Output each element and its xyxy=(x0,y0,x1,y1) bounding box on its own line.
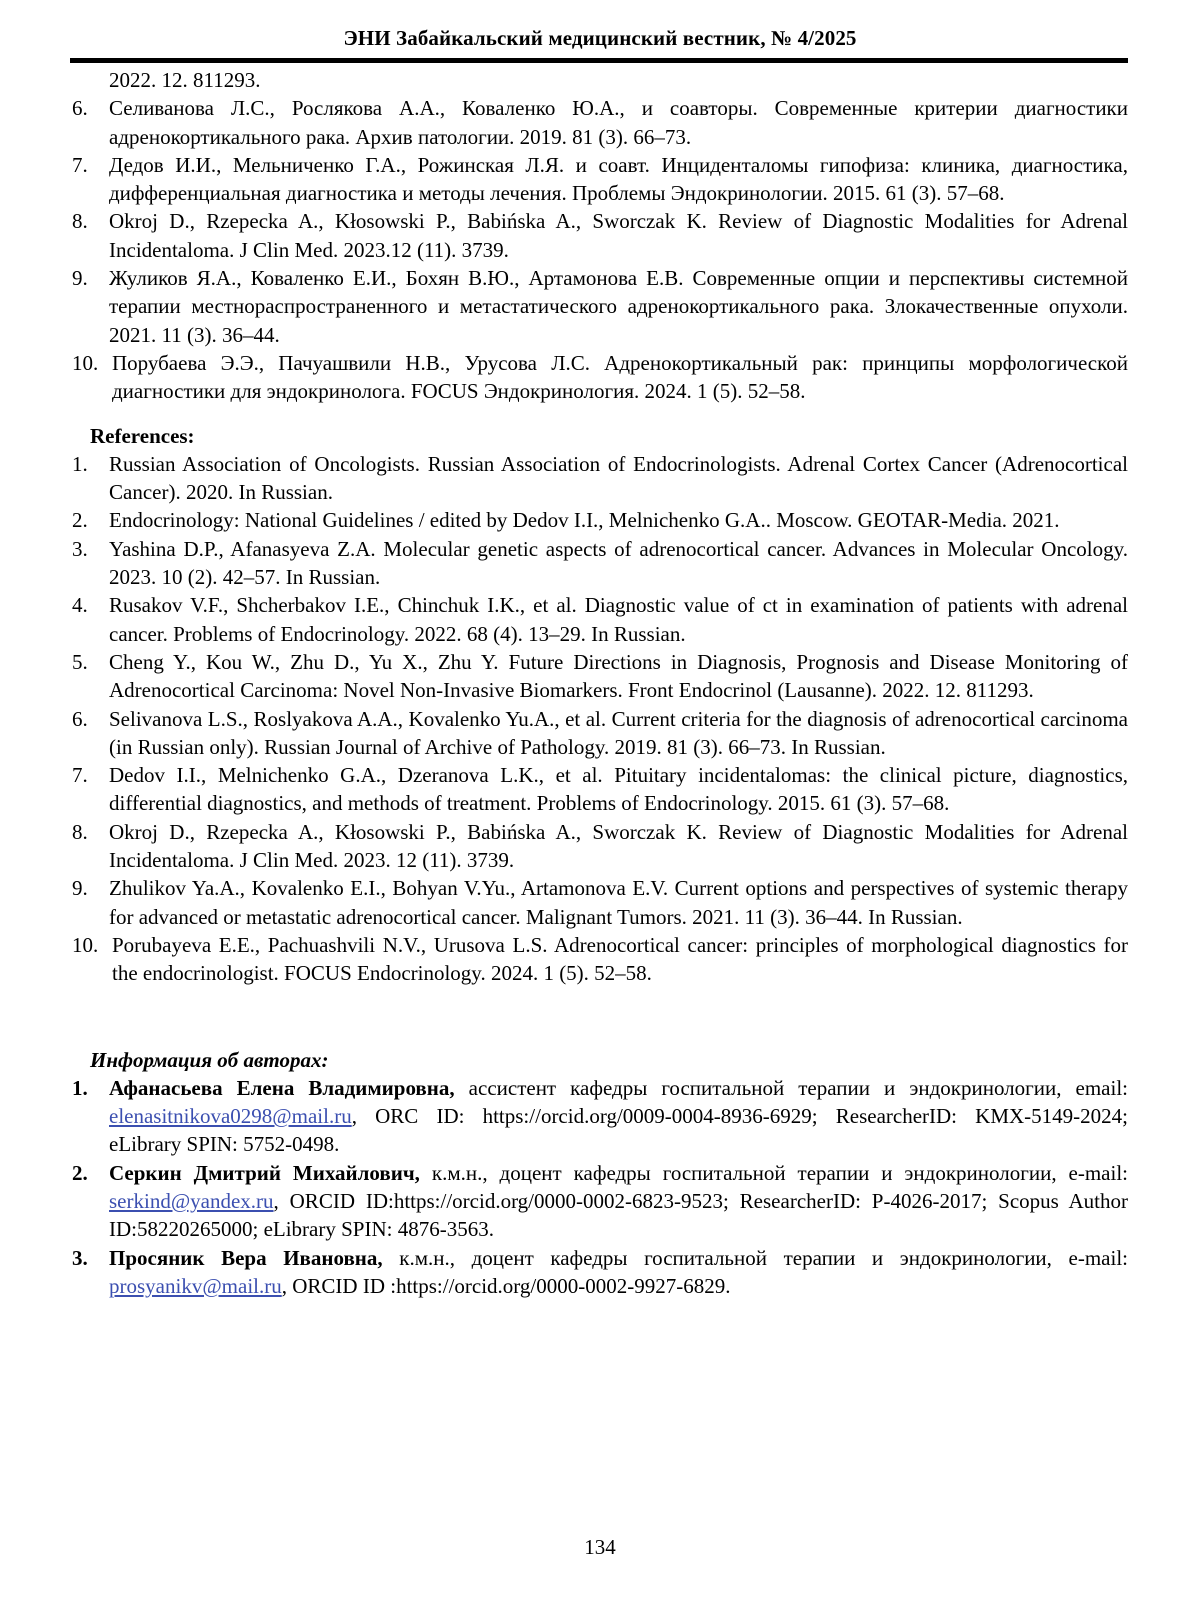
reference-item xyxy=(72,591,1128,648)
author-details: к.м.н., доцент кафедры госпитальной терапии и эндокринологии, e-mail: xyxy=(419,1160,1128,1185)
reference-number: 10. xyxy=(72,932,99,957)
reference-text: Селиванова Л.С., Рослякова А.А., Коваленко Ю.А., и соавторы. Современные критерии диагностики адренокортикального рака. Архив патологии. 2019. 81 (3). 66–73. xyxy=(109,96,1128,149)
reference-number: 2. xyxy=(72,508,88,533)
reference-text: Okroj D., Rzepecka A., Kłosowski P., Babińska A., Sworczak K. Review of Diagnostic Modalities for Adrenal Incidentaloma. J Clin Med. 2023. 12 (11). 3739. xyxy=(109,819,1128,873)
russian-reference-item xyxy=(72,94,1128,151)
author-item xyxy=(72,1244,1128,1301)
reference-item xyxy=(72,705,1128,762)
reference-number: 10. xyxy=(72,350,99,375)
author-name: Серкин Дмитрий Михайлович, xyxy=(109,1160,420,1185)
header-rule xyxy=(70,58,1128,63)
reference-text: Zhulikov Ya.A., Kovalenko E.I., Bohyan V.Yu., Artamonova E.V. Current options and perspectives of systemic therapy for advanced or metastatic adrenocortical cancer. Malignant Tumors. 2021. 11 (3). 36–44. In Russian. xyxy=(109,876,1128,929)
author-details: к.м.н., доцент кафедры госпитальной терапии и эндокринологии, e-mail: xyxy=(382,1245,1128,1270)
reference-number: 9. xyxy=(72,266,88,291)
russian-reference-item xyxy=(72,264,1128,349)
reference-text: Порубаева Э.Э., Пачуашвили Н.В., Урусова Л.С. Адренокортикальный рак: принципы морфологической диагностики для эндокринолога. FOCUS Эндокринология. 2024. 1 (5). 52–58. xyxy=(112,350,1128,404)
reference-text: Rusakov V.F., Shcherbakov I.E., Chinchuk I.K., et al. Diagnostic value of ct in examination of patients with adrenal cancer. Problems of Endocrinology. 2022. 68 (4). 13–29. In Russian. xyxy=(109,593,1128,646)
reference-item xyxy=(72,506,1128,534)
russian-reference-list xyxy=(72,94,1128,405)
reference-item xyxy=(72,535,1128,592)
reference-number: 1. xyxy=(72,451,88,476)
reference-item xyxy=(72,450,1128,507)
author-email-link[interactable]: prosyanikv@mail.ru xyxy=(109,1273,282,1298)
references-heading: References: xyxy=(90,423,195,448)
reference-text: Porubayeva E.E., Pachuashvili N.V., Urusova L.S. Adrenocortical cancer: principles of morphological diagnostics for the endocrinologist. FOCUS Endocrinology. 2024. 1 (5). 52–58. xyxy=(112,932,1128,986)
author-identifiers: , ORC ID: https://orcid.org/0009-0004-8936-6929; ResearcherID: KMX-5149-2024; eLibrary SPIN: 5752-0498. xyxy=(109,1104,1128,1157)
author-name: Просяник Вера Ивановна, xyxy=(109,1245,383,1270)
reference-number: 9. xyxy=(72,876,88,901)
reference-text: Yashina D.P., Afanasyeva Z.A. Molecular genetic aspects of adrenocortical cancer. Advances in Molecular Oncology. 2023. 10 (2). 42–57. In Russian. xyxy=(109,536,1128,590)
english-reference-list xyxy=(72,450,1128,988)
reference-text: Dedov I.I., Melnichenko G.A., Dzeranova L.K., et al. Pituitary incidentalomas: the clinical picture, diagnostics, differential diagnostics, and methods of treatment. Problems of Endocrinology. 2015. 61 (3). 57–68. xyxy=(109,763,1128,816)
author-number: 2. xyxy=(72,1160,88,1185)
reference-continuation: 2022. 12. 811293. xyxy=(109,68,261,92)
russian-reference-item xyxy=(72,349,1128,406)
page-number: 134 xyxy=(584,1535,616,1559)
reference-number: 8. xyxy=(72,209,88,234)
journal-header: ЭНИ Забайкальский медицинский вестник, № 4/2025 xyxy=(343,26,857,50)
reference-item xyxy=(72,761,1128,818)
russian-reference-item xyxy=(72,207,1128,264)
reference-text: Selivanova L.S., Roslyakova A.A., Kovalenko Yu.A., et al. Current criteria for the diagnosis of adrenocortical carcinoma (in Russian only). Russian Journal of Archive of Pathology. 2019. 81 (3). 66–73. In Russian. xyxy=(109,706,1128,759)
reference-item xyxy=(72,818,1128,875)
author-email-link[interactable]: serkind@yandex.ru xyxy=(109,1188,274,1213)
author-number: 1. xyxy=(72,1075,88,1100)
author-email-link[interactable]: elenasitnikova0298@mail.ru xyxy=(109,1104,352,1129)
reference-number: 7. xyxy=(72,152,88,177)
author-list xyxy=(72,1074,1128,1300)
reference-number: 8. xyxy=(72,819,88,844)
reference-item xyxy=(72,648,1128,705)
reference-number: 3. xyxy=(72,536,88,561)
author-details: ассистент кафедры госпитальной терапии и эндокринологии, email: xyxy=(454,1075,1128,1100)
reference-number: 4. xyxy=(72,593,88,618)
author-item xyxy=(72,1074,1128,1159)
page-content xyxy=(72,66,1128,1300)
reference-number: 6. xyxy=(72,96,88,121)
authors-heading: Информация об авторах: xyxy=(90,1047,329,1072)
russian-reference-item xyxy=(72,151,1128,208)
reference-number: 6. xyxy=(72,706,88,731)
author-item xyxy=(72,1159,1128,1244)
reference-text: Cheng Y., Kou W., Zhu D., Yu X., Zhu Y. Future Directions in Diagnosis, Prognosis and Disease Monitoring of Adrenocortical Carcinoma: Novel Non-Invasive Biomarkers. Front Endocrinol (Lausanne). 2022. 12. 811293. xyxy=(109,649,1128,703)
reference-text: Жуликов Я.А., Коваленко Е.И., Бохян В.Ю., Артамонова Е.В. Современные опции и перспективы системной терапии местнораспространенного и метастатического адренокортикального рака. Злокачественные опухоли. 2021. 11 (3). 36–44. xyxy=(109,266,1128,347)
reference-text: Russian Association of Oncologists. Russian Association of Endocrinologists. Adrenal Cortex Cancer (Adrenocortical Cancer). 2020. In Russian. xyxy=(109,451,1128,505)
reference-number: 5. xyxy=(72,649,88,674)
reference-text: Дедов И.И., Мельниченко Г.А., Рожинская Л.Я. и соавт. Инциденталомы гипофиза: клиника, диагностика, дифференциальная диагностика и методы лечения. Проблемы Эндокринологии. 2015. 61 (3). 57–68. xyxy=(109,152,1128,206)
reference-number: 7. xyxy=(72,763,88,788)
author-name: Афанасьева Елена Владимировна, xyxy=(109,1075,455,1100)
author-identifiers: , ORCID ID:https://orcid.org/0000-0002-6823-9523; ResearcherID: P-4026-2017; Scopus Author ID:58220265000; eLibrary SPIN: 4876-3563. xyxy=(109,1188,1128,1242)
author-identifiers: , ORCID ID :https://orcid.org/0000-0002-9927-6829. xyxy=(281,1273,731,1298)
reference-item xyxy=(72,874,1128,931)
reference-text: Okroj D., Rzepecka A., Kłosowski P., Babińska A., Sworczak K. Review of Diagnostic Modalities for Adrenal Incidentaloma. J Clin Med. 2023.12 (11). 3739. xyxy=(109,209,1128,262)
reference-item xyxy=(72,931,1128,988)
author-number: 3. xyxy=(72,1245,88,1270)
reference-text: Endocrinology: National Guidelines / edited by Dedov I.I., Melnichenko G.A.. Moscow. GEOTAR-Media. 2021. xyxy=(109,508,1060,533)
